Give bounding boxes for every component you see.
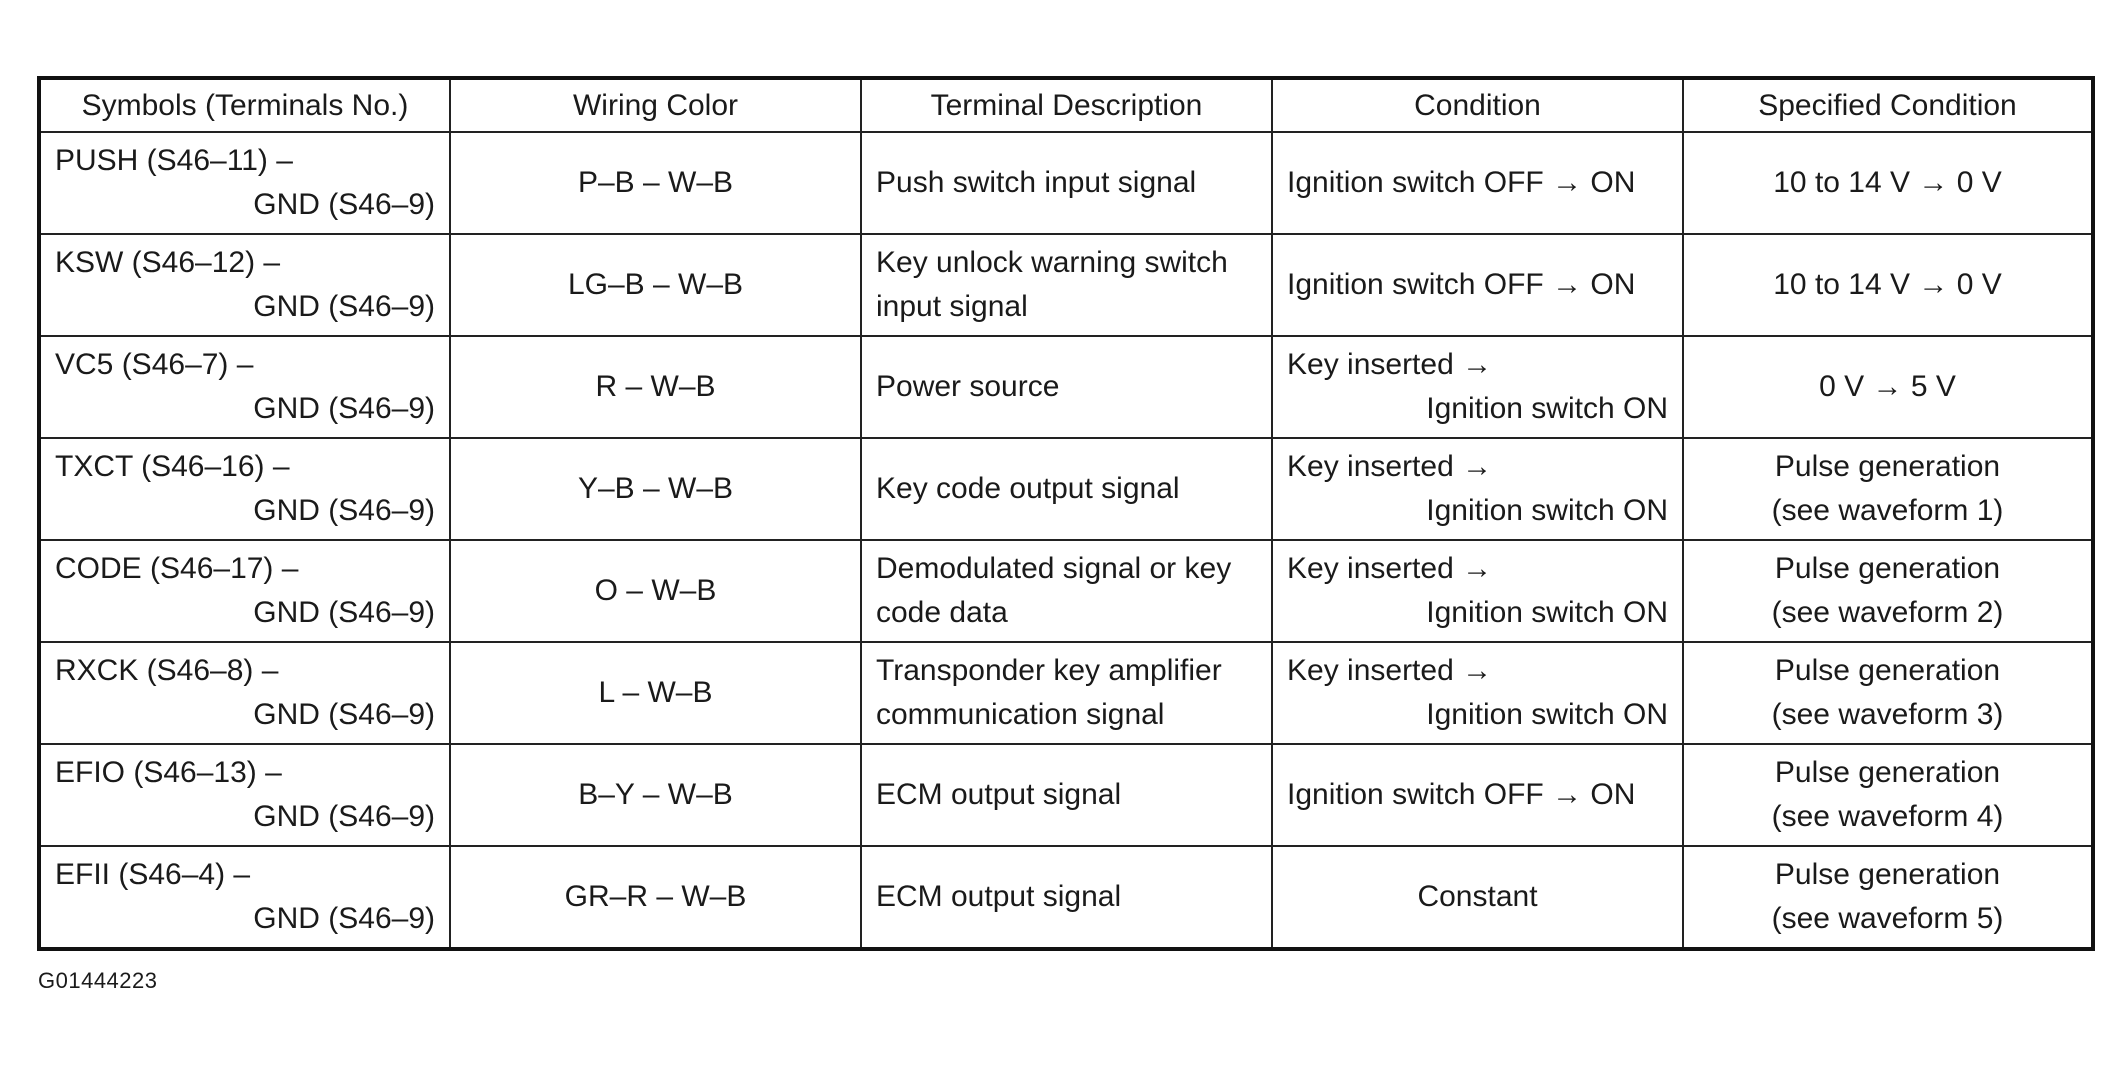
symbol-cell bbox=[39, 234, 450, 336]
description-cell bbox=[861, 336, 1272, 438]
description-line-2: communication signal bbox=[876, 698, 1165, 731]
condition-cell bbox=[1272, 642, 1683, 744]
condition-line-2: Ignition switch ON bbox=[1426, 596, 1668, 629]
description-line-1: Transponder key amplifier bbox=[876, 654, 1222, 687]
wiring-color-cell: B–Y – W–B bbox=[450, 744, 861, 846]
specified-condition-cell bbox=[1683, 438, 2093, 540]
specified-condition-cell bbox=[1683, 642, 2093, 744]
table-row bbox=[39, 846, 2093, 949]
symbol-line-2: GND (S46–9) bbox=[253, 800, 435, 833]
symbol-line-1: TXCT (S46–16) – bbox=[55, 450, 290, 483]
wiring-color-cell: P–B – W–B bbox=[450, 132, 861, 234]
terminal-spec-table bbox=[37, 76, 2095, 951]
symbol-line-1: VC5 (S46–7) – bbox=[55, 348, 254, 381]
spec-line-2: (see waveform 5) bbox=[1771, 902, 2004, 935]
specified-condition-cell bbox=[1683, 846, 2093, 949]
symbol-line-1: EFII (S46–4) – bbox=[55, 858, 251, 891]
table-row bbox=[39, 438, 2093, 540]
symbol-line-2: GND (S46–9) bbox=[253, 698, 435, 731]
symbol-line-1: EFIO (S46–13) – bbox=[55, 756, 282, 789]
spec-line-1: Pulse generation bbox=[1774, 552, 2001, 585]
description-line-1: ECM output signal bbox=[876, 880, 1122, 913]
description-line-1: Key unlock warning switch bbox=[876, 246, 1228, 279]
table-row bbox=[39, 336, 2093, 438]
spec-line-2: (see waveform 4) bbox=[1771, 800, 2004, 833]
wiring-color-cell: L – W–B bbox=[450, 642, 861, 744]
condition-cell bbox=[1272, 846, 1683, 949]
symbol-line-2: GND (S46–9) bbox=[253, 188, 435, 221]
specified-condition-cell bbox=[1683, 336, 2093, 438]
symbol-cell bbox=[39, 744, 450, 846]
figure-code: G01444223 bbox=[38, 968, 158, 993]
condition-line-1: Key inserted → bbox=[1287, 552, 1493, 585]
symbol-line-1: PUSH (S46–11) – bbox=[55, 144, 293, 177]
spec-line-1: 10 to 14 V → 0 V bbox=[1773, 166, 2002, 199]
condition-line-1: Ignition switch OFF → ON bbox=[1287, 166, 1636, 199]
spec-line-1: Pulse generation bbox=[1774, 654, 2001, 687]
description-cell bbox=[861, 642, 1272, 744]
condition-cell bbox=[1272, 336, 1683, 438]
symbol-line-2: GND (S46–9) bbox=[253, 290, 435, 323]
specified-condition-cell bbox=[1683, 132, 2093, 234]
specified-condition-cell bbox=[1683, 744, 2093, 846]
symbol-cell bbox=[39, 540, 450, 642]
description-cell bbox=[861, 846, 1272, 949]
header-terminal-description: Terminal Description bbox=[861, 78, 1272, 132]
specified-condition-cell bbox=[1683, 540, 2093, 642]
condition-line-1: Key inserted → bbox=[1287, 348, 1493, 381]
symbol-cell bbox=[39, 846, 450, 949]
symbol-cell bbox=[39, 642, 450, 744]
condition-cell bbox=[1272, 744, 1683, 846]
header-wiring-color: Wiring Color bbox=[450, 78, 861, 132]
header-specified-condition: Specified Condition bbox=[1683, 78, 2093, 132]
table-row bbox=[39, 132, 2093, 234]
table-row bbox=[39, 642, 2093, 744]
spec-line-2: (see waveform 2) bbox=[1771, 596, 2004, 629]
symbol-line-1: KSW (S46–12) – bbox=[55, 246, 281, 279]
condition-line-1: Key inserted → bbox=[1287, 450, 1493, 483]
condition-line-1: Ignition switch OFF → ON bbox=[1287, 268, 1636, 301]
wiring-color-cell: R – W–B bbox=[450, 336, 861, 438]
symbol-cell bbox=[39, 132, 450, 234]
wiring-color-cell: LG–B – W–B bbox=[450, 234, 861, 336]
terminal-spec-table-wrapper bbox=[37, 76, 2091, 951]
symbol-cell bbox=[39, 336, 450, 438]
description-line-1: Demodulated signal or key bbox=[876, 552, 1232, 585]
condition-line-1: Constant bbox=[1417, 880, 1538, 913]
wiring-color-cell: O – W–B bbox=[450, 540, 861, 642]
description-line-2: code data bbox=[876, 596, 1008, 629]
spec-line-1: Pulse generation bbox=[1774, 858, 2001, 891]
spec-line-1: 0 V → 5 V bbox=[1819, 370, 1956, 403]
symbol-cell bbox=[39, 438, 450, 540]
header-row bbox=[39, 78, 2093, 132]
condition-line-2: Ignition switch ON bbox=[1426, 698, 1668, 731]
spec-line-1: Pulse generation bbox=[1774, 756, 2001, 789]
table-row bbox=[39, 540, 2093, 642]
table-row bbox=[39, 234, 2093, 336]
condition-cell bbox=[1272, 234, 1683, 336]
description-cell bbox=[861, 132, 1272, 234]
condition-cell bbox=[1272, 438, 1683, 540]
description-line-1: Key code output signal bbox=[876, 472, 1180, 505]
description-cell bbox=[861, 438, 1272, 540]
symbol-line-1: CODE (S46–17) – bbox=[55, 552, 299, 585]
condition-cell bbox=[1272, 132, 1683, 234]
description-cell bbox=[861, 744, 1272, 846]
description-line-2: input signal bbox=[876, 290, 1028, 323]
symbol-line-1: RXCK (S46–8) – bbox=[55, 654, 279, 687]
condition-line-1: Key inserted → bbox=[1287, 654, 1493, 687]
header-condition: Condition bbox=[1272, 78, 1683, 132]
description-cell bbox=[861, 234, 1272, 336]
condition-line-2: Ignition switch ON bbox=[1426, 494, 1668, 527]
description-line-1: Power source bbox=[876, 370, 1060, 403]
wiring-color-cell: Y–B – W–B bbox=[450, 438, 861, 540]
spec-line-1: 10 to 14 V → 0 V bbox=[1773, 268, 2002, 301]
spec-line-2: (see waveform 3) bbox=[1771, 698, 2004, 731]
condition-line-2: Ignition switch ON bbox=[1426, 392, 1668, 425]
description-line-1: Push switch input signal bbox=[876, 166, 1197, 199]
spec-line-2: (see waveform 1) bbox=[1771, 494, 2004, 527]
description-line-1: ECM output signal bbox=[876, 778, 1122, 811]
symbol-line-2: GND (S46–9) bbox=[253, 392, 435, 425]
condition-line-1: Ignition switch OFF → ON bbox=[1287, 778, 1636, 811]
symbol-line-2: GND (S46–9) bbox=[253, 902, 435, 935]
condition-cell bbox=[1272, 540, 1683, 642]
symbol-line-2: GND (S46–9) bbox=[253, 596, 435, 629]
table-row bbox=[39, 744, 2093, 846]
wiring-color-cell: GR–R – W–B bbox=[450, 846, 861, 949]
symbol-line-2: GND (S46–9) bbox=[253, 494, 435, 527]
specified-condition-cell bbox=[1683, 234, 2093, 336]
description-cell bbox=[861, 540, 1272, 642]
header-symbols: Symbols (Terminals No.) bbox=[39, 78, 450, 132]
spec-line-1: Pulse generation bbox=[1774, 450, 2001, 483]
